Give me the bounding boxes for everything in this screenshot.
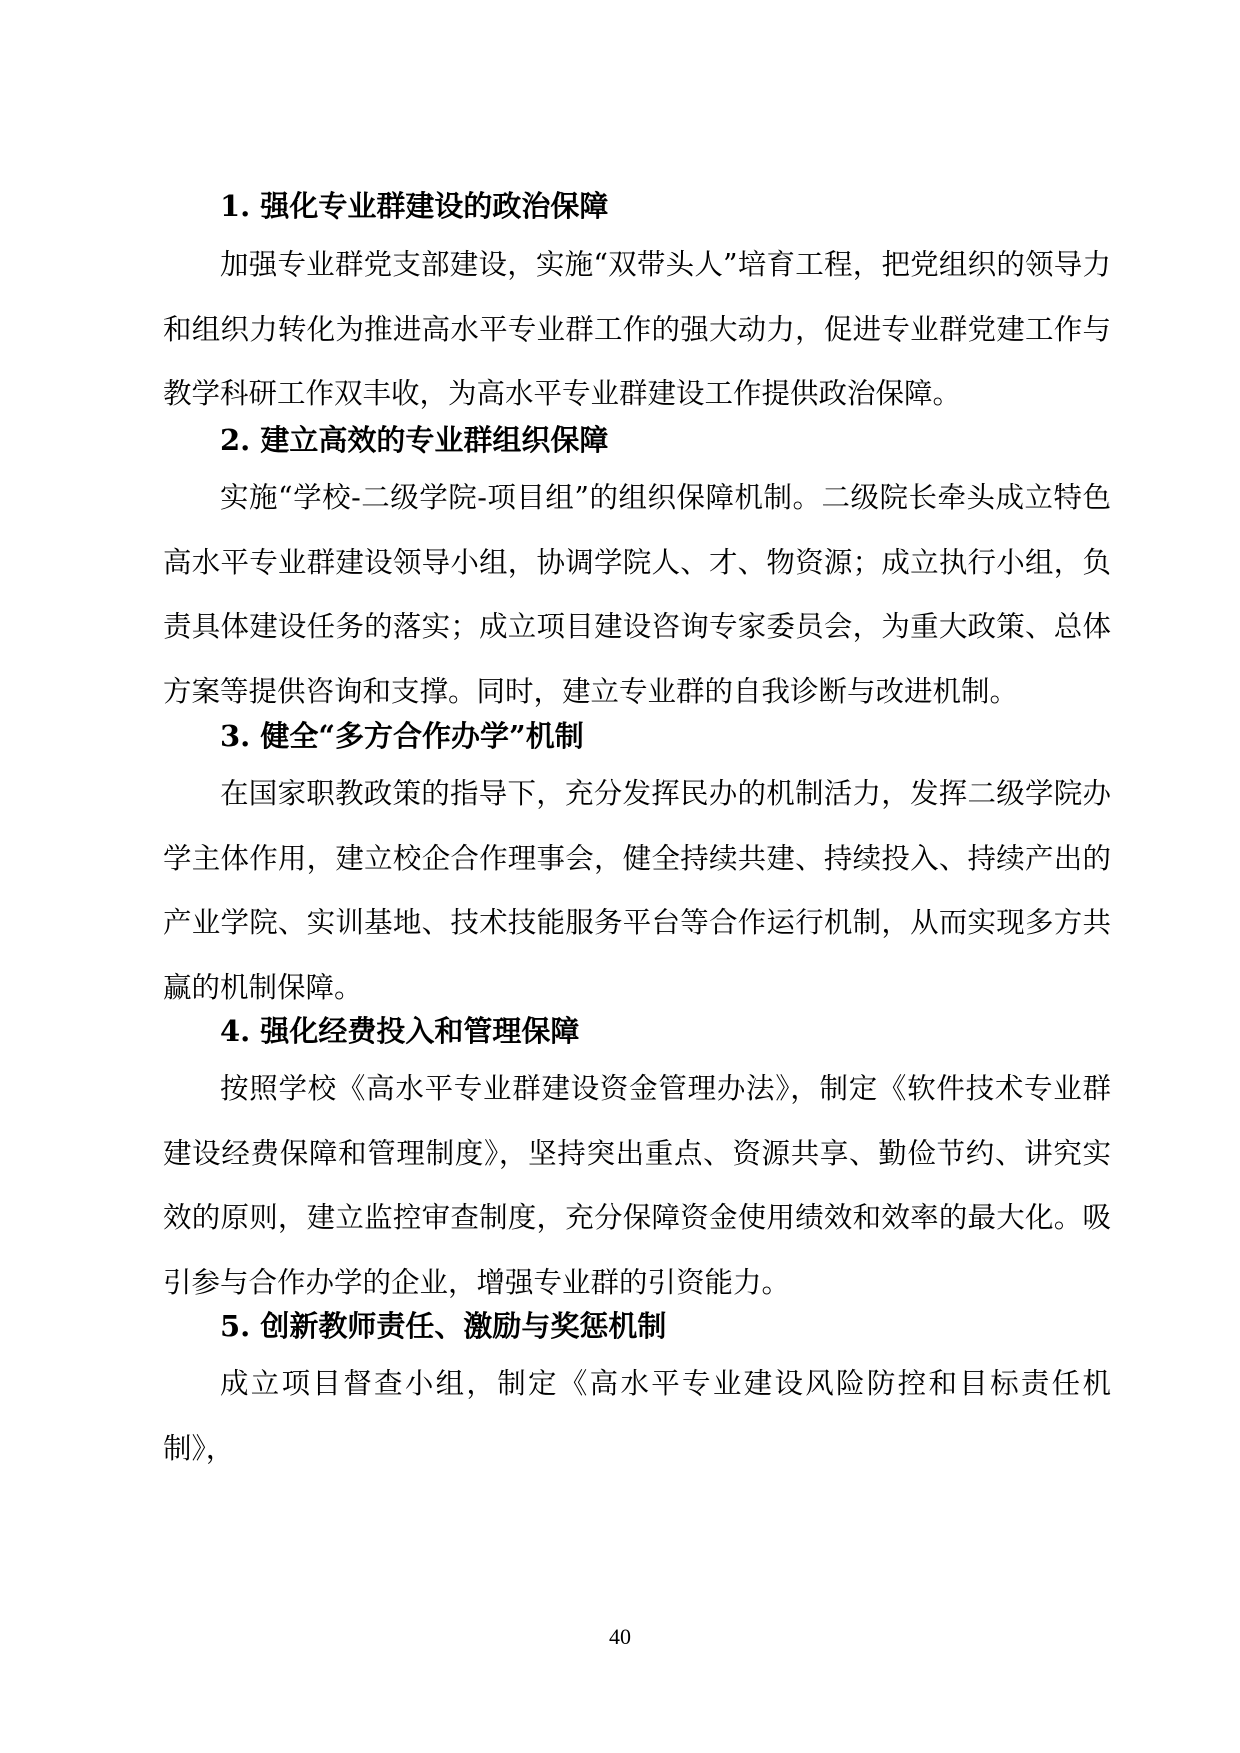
section-1-body: 加强专业群党支部建设，实施“双带头人”培育工程，把党组织的领导力和组织力转化为推进高水平专业群工作的强大动力，促进专业群党建工作与教学科研工作双丰收，为高水平专业群建设工作提供政治保障。	[163, 248, 1111, 410]
section-2-body: 实施“学校-二级学院-项目组”的组织保障机制。二级院长牵头成立特色高水平专业群建设领导小组，协调学院人、才、物资源；成立执行小组，负责具体建设任务的落实；成立项目建设咨询专家委员会，为重大政策、总体方案等提供咨询和支撑。同时，建立专业群的自我诊断与改进机制。	[163, 481, 1111, 708]
section-5-body: 成立项目督查小组，制定《高水平专业建设风险防控和目标责任机制》，	[163, 1367, 1111, 1465]
section-3-heading: 3. 健全“多方合作办学”机制	[220, 719, 584, 753]
section-4-heading: 4. 强化经费投入和管理保障	[220, 1014, 580, 1048]
page-number: 40	[609, 1624, 631, 1649]
section-1-heading: 1. 强化专业群建设的政治保障	[220, 189, 609, 223]
section-4-body: 按照学校《高水平专业群建设资金管理办法》，制定《软件技术专业群建设经费保障和管理制度》，坚持突出重点、资源共享、勤俭节约、讲究实效的原则，建立监控审查制度，充分保障资金使用绩效和效率的最大化。吸引参与合作办学的企业，增强专业群的引资能力。	[163, 1072, 1111, 1299]
section-3-body: 在国家职教政策的指导下，充分发挥民办的机制活力，发挥二级学院办学主体作用，建立校企合作理事会，健全持续共建、持续投入、持续产出的产业学院、实训基地、技术技能服务平台等合作运行机制，从而实现多方共赢的机制保障。	[163, 777, 1111, 1004]
section-5-heading: 5. 创新教师责任、激励与奖惩机制	[220, 1309, 667, 1343]
section-2-heading: 2. 建立高效的专业群组织保障	[220, 423, 609, 457]
